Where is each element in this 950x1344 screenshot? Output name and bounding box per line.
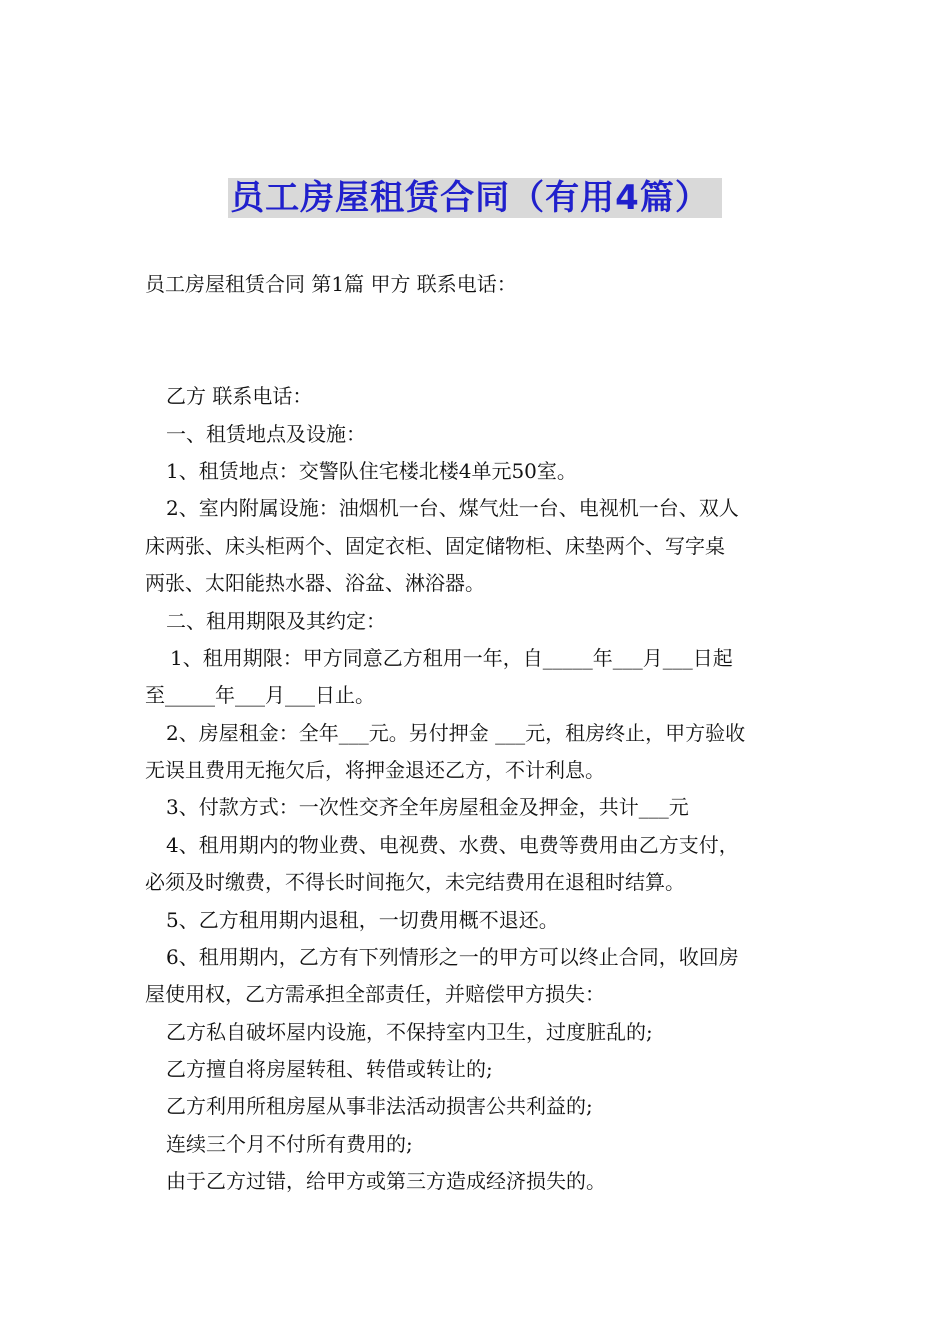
paragraph: 3、付款方式：一次性交齐全年房屋租金及押金，共计___元 — [166, 795, 689, 819]
list-item: 乙方擅自将房屋转租、转借或转让的; — [166, 1057, 493, 1081]
paragraph: 2、室内附属设施：油烟机一台、煤气灶一台、电视机一台、双人 — [166, 496, 739, 520]
paragraph: 4、租用期内的物业费、电视费、水费、电费等费用由乙方支付， — [166, 833, 739, 857]
list-item: 乙方利用所租房屋从事非法活动损害公共利益的; — [166, 1094, 593, 1118]
paragraph: 2、房屋租金：全年___元。另付押金 ___元，租房终止，甲方验收 — [166, 721, 746, 745]
paragraph: 1、租用期限：甲方同意乙方租用一年，自_____年___月___日起 — [170, 646, 733, 670]
paragraph-continued: 必须及时缴费，不得长时间拖欠，未完结费用在退租时结算。 — [145, 870, 685, 894]
paragraph-continued: 至_____年___月___日止。 — [145, 683, 375, 707]
paragraph-continued: 两张、太阳能热水器、浴盆、淋浴器。 — [145, 571, 485, 595]
section-heading-2: 二、租用期限及其约定： — [166, 609, 386, 633]
paragraph-continued: 屋使用权，乙方需承担全部责任，并赔偿甲方损失： — [145, 982, 605, 1006]
list-item: 连续三个月不付所有费用的; — [166, 1132, 413, 1156]
document-title: 员工房屋租赁合同（有用4篇） — [228, 178, 722, 218]
title-container — [0, 178, 950, 218]
paragraph: 5、乙方租用期内退租，一切费用概不退还。 — [166, 908, 559, 932]
paragraph-party-b: 乙方 联系电话： — [166, 384, 313, 408]
list-item: 乙方私自破坏屋内设施，不保持室内卫生，过度脏乱的; — [166, 1020, 653, 1044]
paragraph: 1、租赁地点：交警队住宅楼北楼4单元50室。 — [166, 459, 577, 483]
list-item: 由于乙方过错，给甲方或第三方造成经济损失的。 — [166, 1169, 606, 1193]
paragraph-continued: 床两张、床头柜两个、固定衣柜、固定储物柜、床垫两个、写字桌 — [145, 534, 725, 558]
section-heading-1: 一、租赁地点及设施： — [166, 422, 366, 446]
paragraph-continued: 无误且费用无拖欠后，将押金退还乙方，不计利息。 — [145, 758, 605, 782]
paragraph-intro: 员工房屋租赁合同 第1篇 甲方 联系电话： — [145, 272, 517, 296]
paragraph: 6、租用期内，乙方有下列情形之一的甲方可以终止合同，收回房 — [166, 945, 739, 969]
